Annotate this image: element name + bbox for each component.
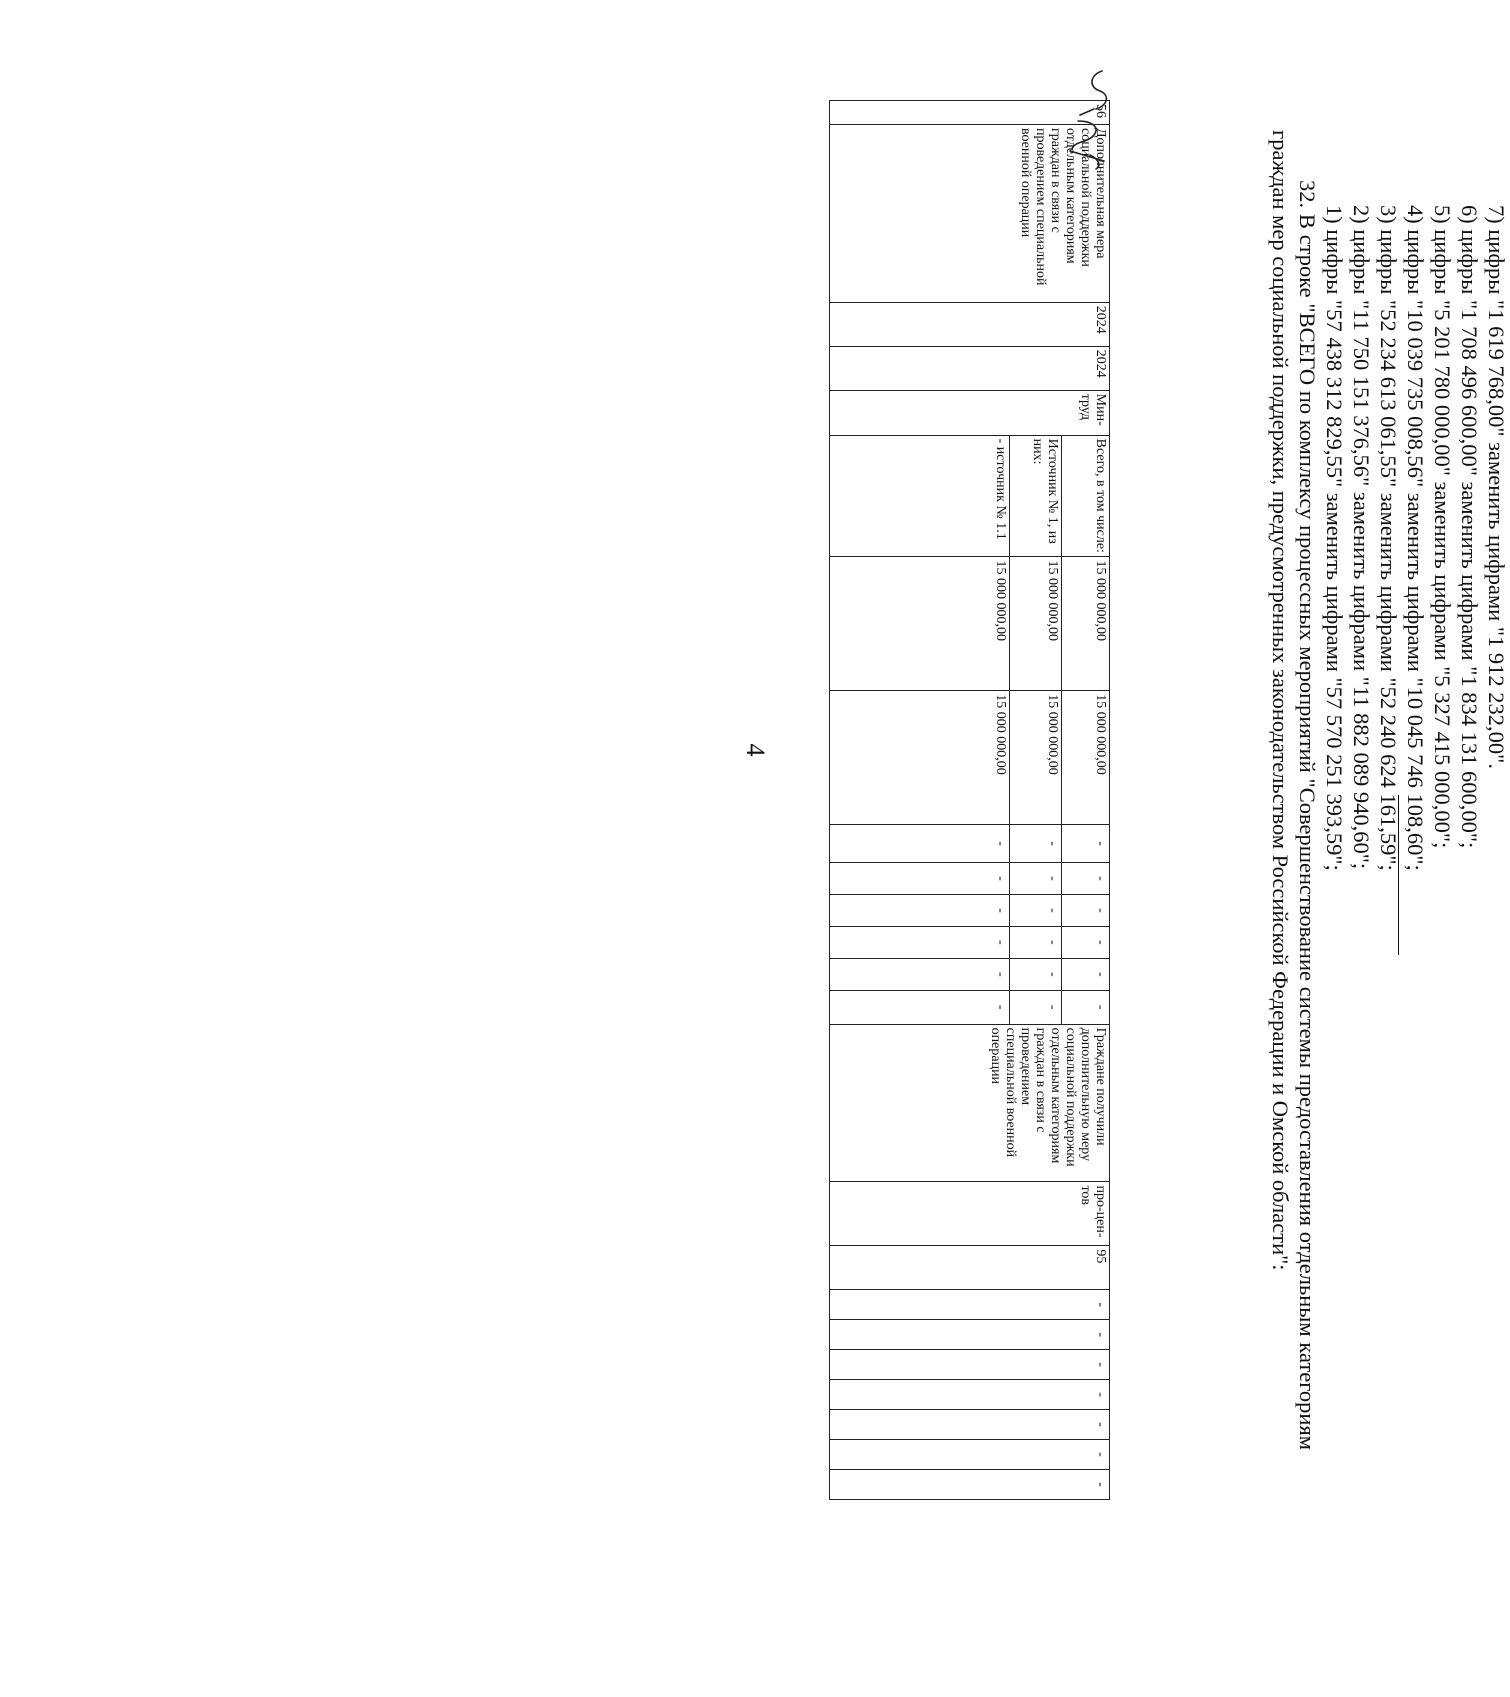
list-item: 3) цифры "52 234 613 061,55" заменить цифрами "52 240 624 161,59"; <box>1376 205 1401 871</box>
dash-cell: - <box>1010 990 1062 1024</box>
dash-cell: - <box>830 894 1010 926</box>
dash-cell: - <box>1062 926 1110 958</box>
rotated-content <box>740 0 1510 1500</box>
result-cell: Граждане получили дополнительную меру социальной поддержки отдельным категориям граждан в связи с проведением специальной военной операции <box>830 1024 1110 1182</box>
target-value-cell: 95 <box>830 1246 1110 1290</box>
page-number: 4 <box>741 743 770 757</box>
list-item: 1) цифры "57 438 312 829,55" заменить цифрами "57 570 251 393,59"; <box>1322 205 1347 871</box>
source-cell: - источник № 1.1 <box>830 435 1010 557</box>
list-item: 4) цифры "10 039 735 008,56" заменить цифрами "10 045 746 108,60"; <box>1403 205 1428 871</box>
dash-cell: - <box>1010 825 1062 863</box>
paragraph-32: 32. В строке "ВСЕГО по комплексу процессных мероприятий "Совершенствование системы предоставления отдельным категориям граждан мер социальной поддержки, предусмотренных законодательством Российской Федерации и Омской области": <box>1268 130 1320 1450</box>
list-item: 7) цифры "1 619 768,00" заменить цифрами "1 912 232,00". <box>1484 205 1509 769</box>
dash-cell: - <box>1062 958 1110 990</box>
program-table <box>829 100 1110 1500</box>
amount-year-cell: 15 000 000,00 <box>1010 691 1062 825</box>
replacement-list <box>1321 130 1510 1450</box>
measure-name-cell: Дополнительная мера социальной поддержки отдельным категориям граждан в связи с проведением специальной военной операции <box>830 124 1110 302</box>
list-item: 6) цифры "1 708 496 600,00" заменить цифрами "1 834 131 600,00"; <box>1457 205 1482 849</box>
dash-cell: - <box>830 1439 1110 1469</box>
dash-cell: - <box>830 1350 1110 1380</box>
dash-cell: - <box>1010 958 1062 990</box>
dash-cell: - <box>1062 990 1110 1024</box>
dash-cell: - <box>1062 894 1110 926</box>
dash-cell: - <box>830 958 1010 990</box>
dash-cell: - <box>1010 926 1062 958</box>
dash-cell: - <box>1010 863 1062 895</box>
dash-cell: - <box>830 863 1010 895</box>
amount-total-cell: 15 000 000,00 <box>1010 557 1062 691</box>
source-cell: Всего, в том числе: <box>1062 435 1110 557</box>
dash-cell: - <box>830 1469 1110 1499</box>
dash-cell: - <box>1062 863 1110 895</box>
source-cell: Источник № 1, из них: <box>1010 435 1062 557</box>
year-start-cell: 2024 <box>830 302 1110 346</box>
row-number-cell: 56 <box>830 101 1110 125</box>
list-item: 5) цифры "5 201 780 000,00" заменить цифрами "5 327 415 000,00"; <box>1430 205 1455 849</box>
amendment-text <box>1267 130 1510 1450</box>
table-row <box>1062 101 1110 1500</box>
amount-total-cell: 15 000 000,00 <box>830 557 1010 691</box>
amount-total-cell: 15 000 000,00 <box>1062 557 1110 691</box>
dash-cell: - <box>830 926 1010 958</box>
dash-cell: - <box>830 1320 1110 1350</box>
executor-cell: Мин-труд <box>830 390 1110 435</box>
amount-year-cell: 15 000 000,00 <box>1062 691 1110 825</box>
dash-cell: - <box>1010 894 1062 926</box>
separator-line <box>1398 795 1399 955</box>
amount-year-cell: 15 000 000,00 <box>830 691 1010 825</box>
list-item: 2) цифры "11 750 151 376,56" заменить цифрами "11 882 089 940,60"; <box>1349 205 1374 870</box>
signature-mark <box>1050 65 1120 175</box>
dash-cell: - <box>1062 825 1110 863</box>
dash-cell: - <box>830 990 1010 1024</box>
year-end-cell: 2024 <box>830 346 1110 390</box>
dash-cell: - <box>830 825 1010 863</box>
dash-cell: - <box>830 1380 1110 1410</box>
unit-cell: про-цен-тов <box>830 1182 1110 1246</box>
dash-cell: - <box>830 1290 1110 1320</box>
dash-cell: - <box>830 1410 1110 1440</box>
